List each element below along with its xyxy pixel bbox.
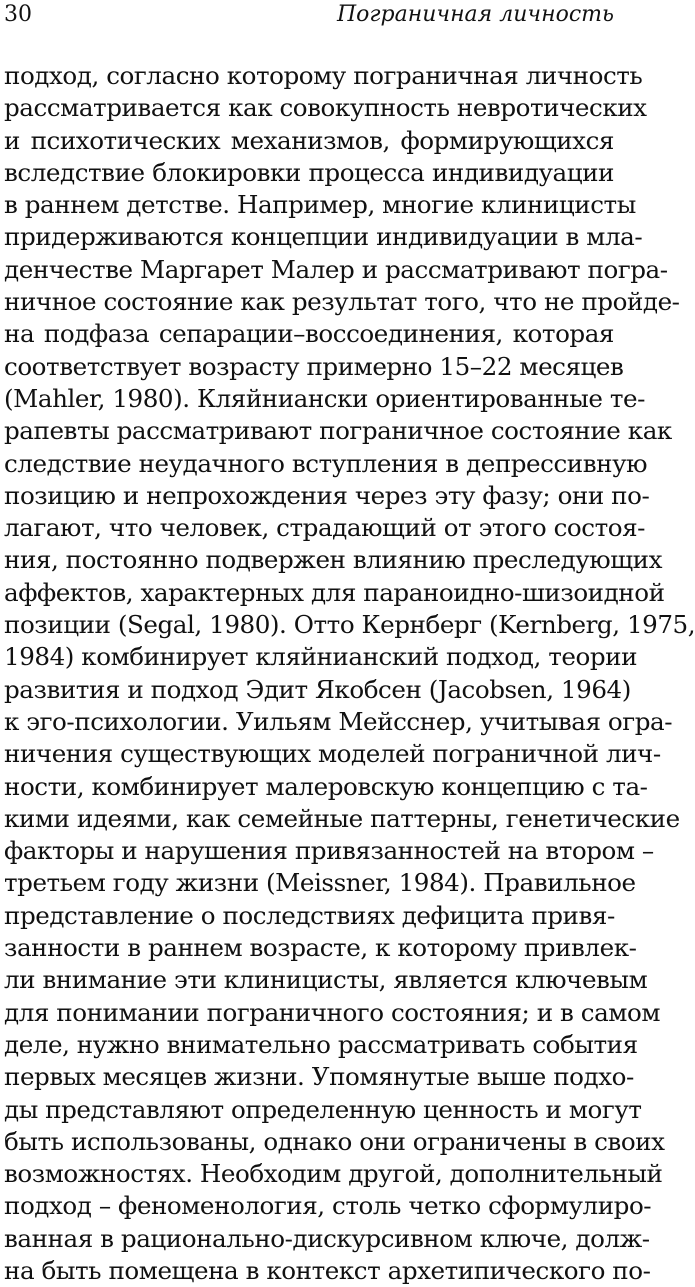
text-line: ния, постоянно подвержен влиянию преследующих bbox=[4, 545, 663, 575]
text-line: в раннем детстве. Например, многие клиницисты bbox=[4, 190, 636, 220]
text-line: ничное состояние как результат того, что не пройде- bbox=[4, 287, 680, 317]
text-line: к эго-психологии. Уильям Мейсснер, учитывая огра- bbox=[4, 706, 673, 736]
text-line: придерживаются концепции индивидуации в мла- bbox=[4, 222, 643, 252]
text-line: факторы и нарушения привязанностей на втором – bbox=[4, 836, 654, 866]
running-head bbox=[0, 0, 620, 32]
text-line: развития и подход Эдит Якобсен (Jacobsen, 1964) bbox=[4, 674, 631, 704]
text-line: лагают, что человек, страдающий от этого состоя- bbox=[4, 513, 646, 543]
text-line: рапевты рассматривают пограничное состояние как bbox=[4, 416, 672, 446]
text-line: быть использованы, однако они ограничены в своих bbox=[4, 1126, 665, 1156]
text-line: представление о последствиях дефицита привя- bbox=[4, 900, 615, 930]
text-line: на быть помещена в контекст архетипического по- bbox=[4, 1255, 651, 1285]
text-line: позиции (Segal, 1980). Отто Кернберг (Kernberg, 1975, bbox=[4, 610, 695, 640]
text-line: возможностях. Необходим другой, дополнительный bbox=[4, 1159, 663, 1189]
text-line: на подфаза сепарации–воссоединения, которая bbox=[4, 319, 614, 349]
text-line: подход, согласно которому пограничная личность bbox=[4, 61, 643, 90]
text-line: и психотических механизмов, формирующихся bbox=[4, 125, 614, 155]
text-line: позицию и непрохождения через эту фазу; они по- bbox=[4, 480, 650, 510]
page-number: 30 bbox=[4, 2, 32, 27]
text-line: для понимании пограничного состояния; и в самом bbox=[4, 997, 661, 1027]
text-line: ности, комбинирует малеровскую концепцию с та- bbox=[4, 771, 648, 801]
text-line: ванная в рационально-дискурсивном ключе, долж- bbox=[4, 1223, 650, 1253]
text-line: кими идеями, как семейные паттерны, генетические bbox=[4, 803, 680, 833]
text-line: денчестве Маргарет Малер и рассматривают погра- bbox=[4, 254, 668, 284]
body-paragraph bbox=[4, 60, 695, 1287]
text-line: ли внимание эти клиницисты, является ключевым bbox=[4, 965, 648, 995]
text-line: (Mahler, 1980). Кляйниански ориентированные те- bbox=[4, 383, 645, 413]
text-line: ды представляют определенную ценность и могут bbox=[4, 1094, 642, 1124]
text-line: соответствует возрасту примерно 15–22 месяцев bbox=[4, 351, 624, 381]
text-line: рассматривается как совокупность невротических bbox=[4, 93, 647, 123]
text-line: первых месяцев жизни. Упомянутые выше подхо- bbox=[4, 1062, 634, 1092]
text-line: подход – феноменология, столь четко сформулиро- bbox=[4, 1191, 652, 1221]
text-line: ничения существующих моделей пограничной лич- bbox=[4, 739, 661, 769]
text-line: аффектов, характерных для параноидно-шизоидной bbox=[4, 577, 665, 607]
text-line: 1984) комбинирует кляйнианский подход, теории bbox=[4, 642, 638, 672]
text-line: следствие неудачного вступления в депрессивную bbox=[4, 448, 648, 478]
text-line: деле, нужно внимательно рассматривать события bbox=[4, 1029, 638, 1059]
text-line: третьем году жизни (Meissner, 1984). Правильное bbox=[4, 868, 636, 898]
running-title: Пограничная личность bbox=[336, 2, 614, 27]
text-line: занности в раннем возрасте, к которому привлек- bbox=[4, 933, 637, 963]
text-line: вследствие блокировки процесса индивидуации bbox=[4, 157, 614, 187]
